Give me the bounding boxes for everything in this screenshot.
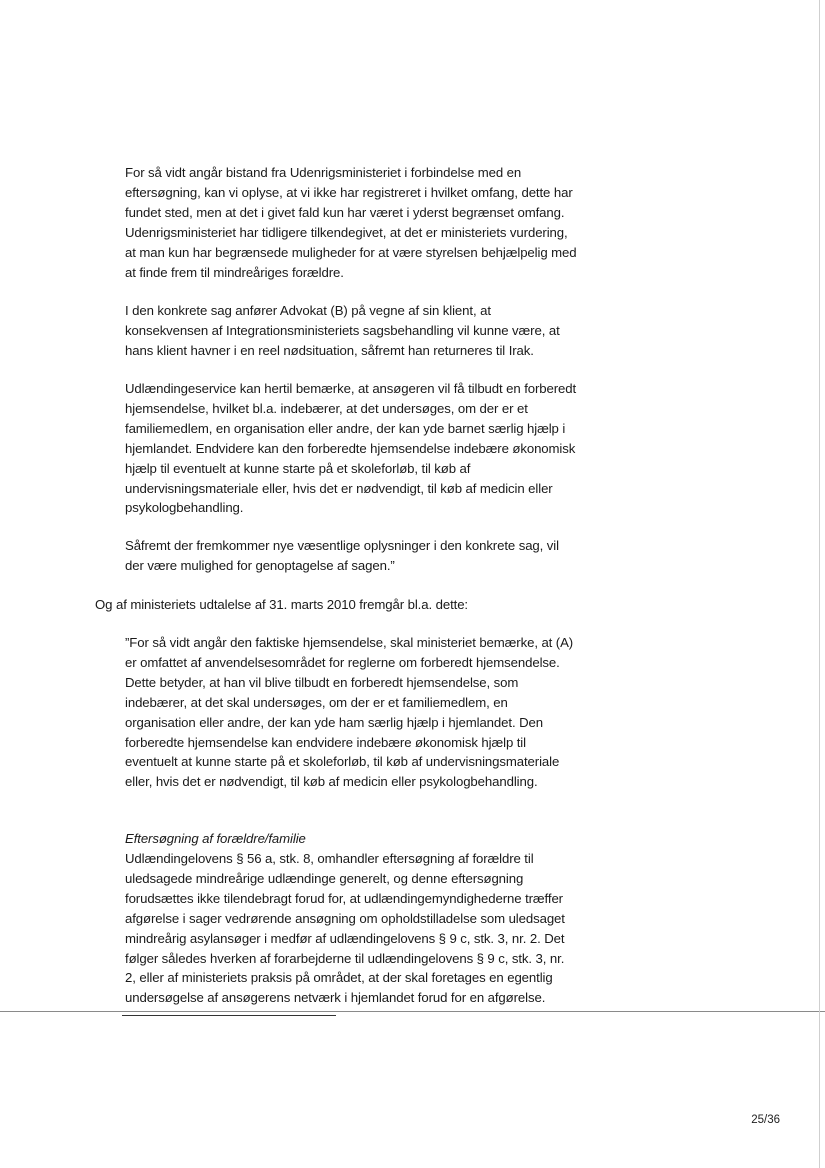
paragraph-ministeriets-udtalelse: Og af ministeriets udtalelse af 31. marts 2010 fremgår bl.a. dette:	[95, 597, 468, 612]
paragraph-udlaendingelovens-56a: Udlændingelovens § 56 a, stk. 8, omhandler eftersøgning af forældre til uledsagede mindreårige udlændinge generelt, og denne eftersøgning forudsættes ikke tilendebragt forud for, at udlændingemyndighederne træffer afgørelse i sager vedrørende ansøgning om opholdstilladelse som uledsaget mindreårig asylansøger i medfør af udlændingelovens § 9 c, stk. 3, nr. 2. Det følger således hverken af forarbejderne til udlændingelovens § 9 c, stk. 3, nr. 2, eller af ministeriets praksis på området, at der skal foretages en egentlig undersøgelse af ansøgerens netværk i hjemlandet forud for en afgørelse.	[125, 851, 565, 1006]
scan-artifact-edge	[819, 0, 820, 1168]
paragraph-faktiske-hjemsendelse: ”For så vidt angår den faktiske hjemsendelse, skal ministeriet bemærke, at (A) er omfattet af anvendelsesområdet for reglerne om forberedt hjemsendelse. Dette betyder, at han vil blive tilbudt en forberedt hjemsendelse, som indebærer, at det skal undersøges, om der er et familiemedlem, en organisation eller andre, der kan yde ham særlig hjælp i hjemlandet. Den forberedte hjemsendelse kan endvidere indebære økonomisk hjælp til eventuelt at kunne starte på et skoleforløb, til køb af undervisningsmateriale eller, hvis det er nødvendigt, til køb af medicin eller psykologbehandling.	[125, 635, 574, 790]
paragraph-bistand-udenrigsministeriet: For så vidt angår bistand fra Udenrigsministeriet i forbindelse med en eftersøgning, kan vi oplyse, at vi ikke har registreret i hvilket omfang, dette har fundet sted, men at det i givet fald kun har været i yderst begrænset omfang. Udenrigsministeriet har tidligere tilkendegivet, at det er ministeriets vurdering, at man kun har begrænsede muligheder for at være styrelsen behjælpelig med at finde frem til mindreåriges forældre.	[125, 165, 577, 280]
paragraph-udlaendingeservice: Udlændingeservice kan hertil bemærke, at ansøgeren vil få tilbudt en forberedt hjemsendelse, hvilket bl.a. indebærer, at det undersøges, om der er et familiemedlem, en organisation eller andre, der kan yde barnet særlig hjælp i hjemlandet. Endvidere kan den forberedte hjemsendelse indebære økonomisk hjælp til eventuelt at kunne starte på et skoleforløb, til køb af undervisningsmateriale eller, hvis det er nødvendigt, til køb af medicin eller psykologbehandling.	[125, 381, 577, 516]
paragraph-genoptagelse: Såfremt der fremkommer nye væsentlige oplysninger i den konkrete sag, vil der være mulighed for genoptagelse af sagen.”	[125, 538, 559, 573]
strikethrough-mark	[122, 1015, 336, 1016]
paragraph-advokat-anfoerer: I den konkrete sag anfører Advokat (B) på vegne af sin klient, at konsekvensen af Integrationsministeriets sagsbehandling vil kunne være, at hans klient havner i en reel nødsituation, såfremt han returneres til Irak.	[125, 303, 560, 358]
page-number: 25/36	[751, 1114, 780, 1126]
scan-artifact-line	[0, 1011, 825, 1012]
section-heading-eftersoegning: Eftersøgning af forældre/familie	[125, 831, 306, 846]
